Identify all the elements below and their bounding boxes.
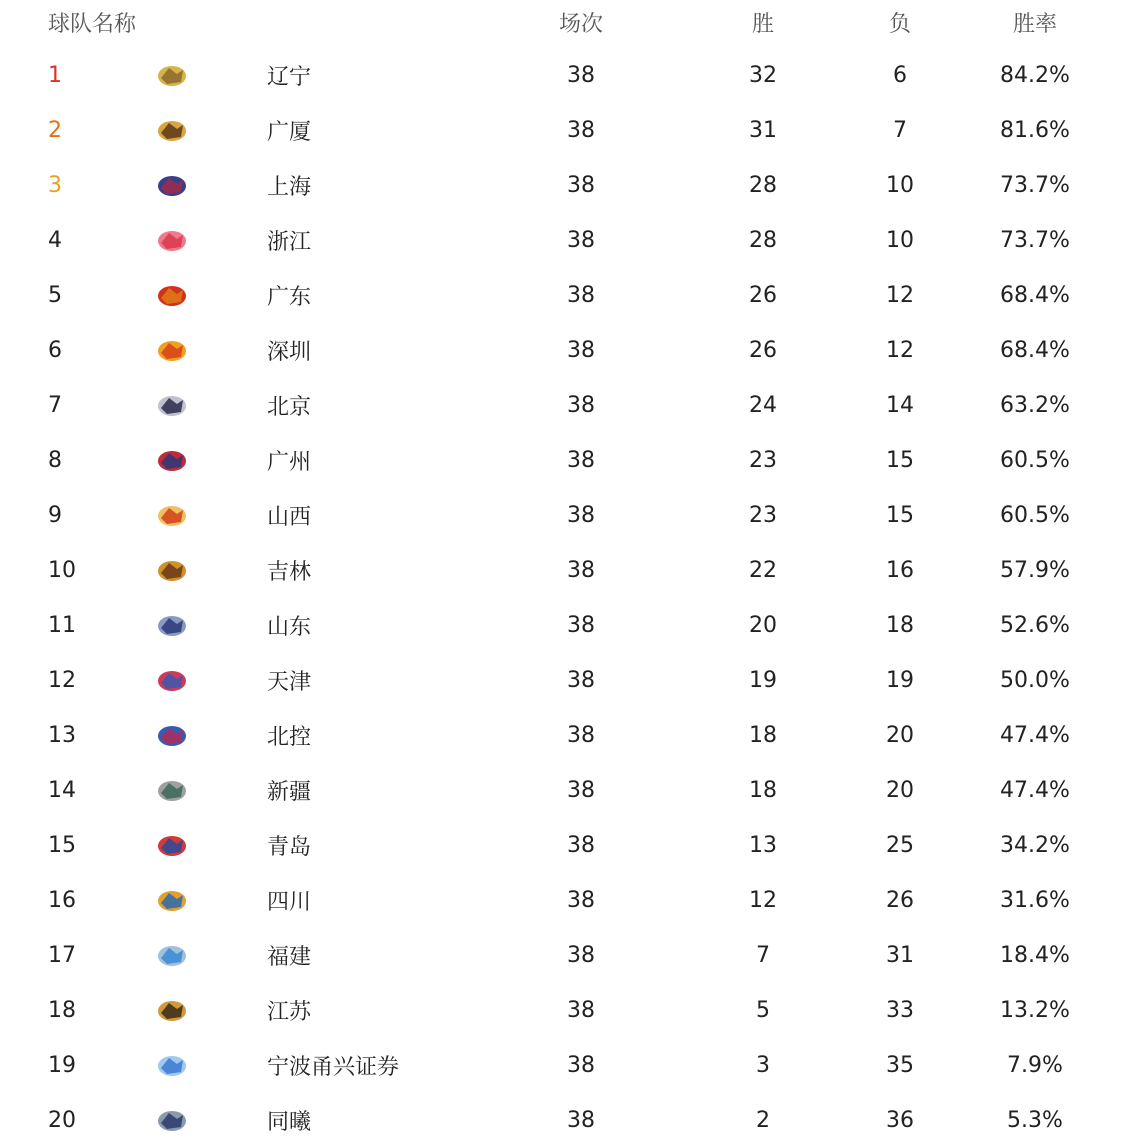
- shanghai-logo-icon: [152, 158, 192, 213]
- win-pct-cell: 60.5%: [1000, 503, 1070, 528]
- wins-cell: 7: [756, 943, 770, 968]
- losses-cell: 35: [886, 1053, 914, 1078]
- table-row: [0, 268, 1144, 323]
- losses-cell: 10: [886, 173, 914, 198]
- games-cell: 38: [567, 998, 595, 1023]
- wins-cell: 12: [749, 888, 777, 913]
- shenzhen-logo-icon: [152, 323, 192, 378]
- losses-cell: 7: [893, 118, 907, 143]
- table-row: [0, 158, 1144, 213]
- win-pct-cell: 52.6%: [1000, 613, 1070, 638]
- rank-cell: 16: [48, 888, 76, 913]
- rank-cell: 17: [48, 943, 76, 968]
- table-row: [0, 103, 1144, 158]
- wins-cell: 26: [749, 283, 777, 308]
- rank-cell: 12: [48, 668, 76, 693]
- table-header: [0, 0, 1144, 44]
- team-name-cell: 北控: [267, 725, 312, 750]
- games-cell: 38: [567, 283, 595, 308]
- wins-cell: 18: [749, 778, 777, 803]
- losses-cell: 10: [886, 228, 914, 253]
- games-cell: 38: [567, 1108, 595, 1133]
- beijing-logo-icon: [152, 378, 192, 433]
- rank-cell: 15: [48, 833, 76, 858]
- rank-cell: 8: [48, 448, 62, 473]
- games-cell: 38: [567, 173, 595, 198]
- games-cell: 38: [567, 338, 595, 363]
- guangdong-logo-icon: [152, 268, 192, 323]
- losses-cell: 18: [886, 613, 914, 638]
- win-pct-cell: 18.4%: [1000, 943, 1070, 968]
- table-row: [0, 213, 1144, 268]
- team-name-cell: 浙江: [267, 230, 312, 255]
- rank-cell: 20: [48, 1108, 76, 1133]
- games-cell: 38: [567, 943, 595, 968]
- wins-cell: 23: [749, 503, 777, 528]
- beikong-logo-icon: [152, 708, 192, 763]
- liaoning-logo-icon: [152, 48, 192, 103]
- table-row: [0, 543, 1144, 598]
- table-row: [0, 763, 1144, 818]
- team-name-cell: 深圳: [267, 340, 312, 365]
- games-cell: 38: [567, 448, 595, 473]
- losses-cell: 14: [886, 393, 914, 418]
- losses-cell: 6: [893, 63, 907, 88]
- rank-cell: 5: [48, 283, 62, 308]
- win-pct-cell: 50.0%: [1000, 668, 1070, 693]
- rank-cell: 4: [48, 228, 62, 253]
- table-row: [0, 598, 1144, 653]
- rank-cell: 14: [48, 778, 76, 803]
- team-name-cell: 福建: [267, 945, 312, 970]
- tianjin-logo-icon: [152, 653, 192, 708]
- tongxi-logo-icon: [152, 1093, 192, 1148]
- table-row: [0, 488, 1144, 543]
- rank-cell: 13: [48, 723, 76, 748]
- losses-cell: 26: [886, 888, 914, 913]
- table-row: [0, 1038, 1144, 1093]
- losses-cell: 20: [886, 723, 914, 748]
- games-cell: 38: [567, 888, 595, 913]
- rank-cell: 11: [48, 613, 76, 638]
- win-pct-cell: 84.2%: [1000, 63, 1070, 88]
- wins-cell: 13: [749, 833, 777, 858]
- win-pct-cell: 31.6%: [1000, 888, 1070, 913]
- losses-cell: 33: [886, 998, 914, 1023]
- games-cell: 38: [567, 778, 595, 803]
- table-row: [0, 433, 1144, 488]
- team-name-cell: 新疆: [267, 780, 312, 805]
- guangzhou-logo-icon: [152, 433, 192, 488]
- team-name-cell: 山东: [267, 615, 312, 640]
- losses-cell: 25: [886, 833, 914, 858]
- wins-cell: 19: [749, 668, 777, 693]
- wins-cell: 28: [749, 173, 777, 198]
- team-name-cell: 吉林: [267, 560, 312, 585]
- losses-cell: 15: [886, 503, 914, 528]
- win-pct-cell: 73.7%: [1000, 173, 1070, 198]
- losses-cell: 36: [886, 1108, 914, 1133]
- wins-cell: 22: [749, 558, 777, 583]
- team-name-cell: 天津: [267, 670, 312, 695]
- win-pct-cell: 60.5%: [1000, 448, 1070, 473]
- team-name-cell: 辽宁: [267, 65, 312, 90]
- win-pct-cell: 63.2%: [1000, 393, 1070, 418]
- games-cell: 38: [567, 723, 595, 748]
- team-name-cell: 广州: [267, 450, 312, 475]
- wins-cell: 3: [756, 1053, 770, 1078]
- header-losses: 负: [888, 11, 911, 37]
- guangsha-logo-icon: [152, 103, 192, 158]
- games-cell: 38: [567, 503, 595, 528]
- games-cell: 38: [567, 228, 595, 253]
- losses-cell: 31: [886, 943, 914, 968]
- team-name-cell: 广厦: [267, 120, 312, 145]
- wins-cell: 32: [749, 63, 777, 88]
- team-name-cell: 四川: [267, 890, 312, 915]
- rank-cell: 3: [48, 173, 62, 198]
- wins-cell: 2: [756, 1108, 770, 1133]
- header-win-pct: 胜率: [1012, 11, 1057, 37]
- losses-cell: 19: [886, 668, 914, 693]
- table-row: [0, 323, 1144, 378]
- wins-cell: 18: [749, 723, 777, 748]
- wins-cell: 23: [749, 448, 777, 473]
- team-name-cell: 上海: [267, 175, 312, 200]
- win-pct-cell: 5.3%: [1007, 1108, 1063, 1133]
- jilin-logo-icon: [152, 543, 192, 598]
- wins-cell: 31: [749, 118, 777, 143]
- fujian-logo-icon: [152, 928, 192, 983]
- wins-cell: 20: [749, 613, 777, 638]
- games-cell: 38: [567, 668, 595, 693]
- team-name-cell: 宁波甬兴证券: [267, 1055, 400, 1080]
- table-row: [0, 928, 1144, 983]
- rank-cell: 19: [48, 1053, 76, 1078]
- win-pct-cell: 34.2%: [1000, 833, 1070, 858]
- table-row: [0, 653, 1144, 708]
- table-row: [0, 873, 1144, 928]
- table-row: [0, 818, 1144, 873]
- table-row: [0, 1093, 1144, 1148]
- games-cell: 38: [567, 63, 595, 88]
- wins-cell: 24: [749, 393, 777, 418]
- table-row: [0, 378, 1144, 433]
- rank-cell: 10: [48, 558, 76, 583]
- team-name-cell: 同曦: [267, 1110, 312, 1135]
- win-pct-cell: 57.9%: [1000, 558, 1070, 583]
- wins-cell: 26: [749, 338, 777, 363]
- table-row: [0, 983, 1144, 1038]
- header-team-name: 球队名称: [48, 11, 137, 37]
- team-name-cell: 江苏: [267, 1000, 312, 1025]
- wins-cell: 28: [749, 228, 777, 253]
- win-pct-cell: 68.4%: [1000, 338, 1070, 363]
- win-pct-cell: 47.4%: [1000, 723, 1070, 748]
- rank-cell: 7: [48, 393, 62, 418]
- table-row: [0, 48, 1144, 103]
- losses-cell: 12: [886, 338, 914, 363]
- rank-cell: 1: [48, 63, 62, 88]
- games-cell: 38: [567, 393, 595, 418]
- team-name-cell: 山西: [267, 505, 312, 530]
- losses-cell: 16: [886, 558, 914, 583]
- header-games: 场次: [558, 11, 603, 37]
- win-pct-cell: 47.4%: [1000, 778, 1070, 803]
- games-cell: 38: [567, 1053, 595, 1078]
- rank-cell: 6: [48, 338, 62, 363]
- rank-cell: 2: [48, 118, 62, 143]
- jiangsu-logo-icon: [152, 983, 192, 1038]
- rank-cell: 18: [48, 998, 76, 1023]
- losses-cell: 12: [886, 283, 914, 308]
- ningbo-logo-icon: [152, 1038, 192, 1093]
- wins-cell: 5: [756, 998, 770, 1023]
- table-row: [0, 708, 1144, 763]
- win-pct-cell: 7.9%: [1007, 1053, 1063, 1078]
- shanxi-logo-icon: [152, 488, 192, 543]
- losses-cell: 15: [886, 448, 914, 473]
- header-wins: 胜: [751, 11, 774, 37]
- shandong-logo-icon: [152, 598, 192, 653]
- xinjiang-logo-icon: [152, 763, 192, 818]
- games-cell: 38: [567, 558, 595, 583]
- games-cell: 38: [567, 118, 595, 143]
- win-pct-cell: 81.6%: [1000, 118, 1070, 143]
- win-pct-cell: 13.2%: [1000, 998, 1070, 1023]
- losses-cell: 20: [886, 778, 914, 803]
- qingdao-logo-icon: [152, 818, 192, 873]
- games-cell: 38: [567, 613, 595, 638]
- win-pct-cell: 68.4%: [1000, 283, 1070, 308]
- games-cell: 38: [567, 833, 595, 858]
- team-name-cell: 北京: [267, 395, 312, 420]
- zhejiang-logo-icon: [152, 213, 192, 268]
- team-name-cell: 广东: [267, 285, 312, 310]
- team-name-cell: 青岛: [267, 835, 312, 860]
- rank-cell: 9: [48, 503, 62, 528]
- sichuan-logo-icon: [152, 873, 192, 928]
- win-pct-cell: 73.7%: [1000, 228, 1070, 253]
